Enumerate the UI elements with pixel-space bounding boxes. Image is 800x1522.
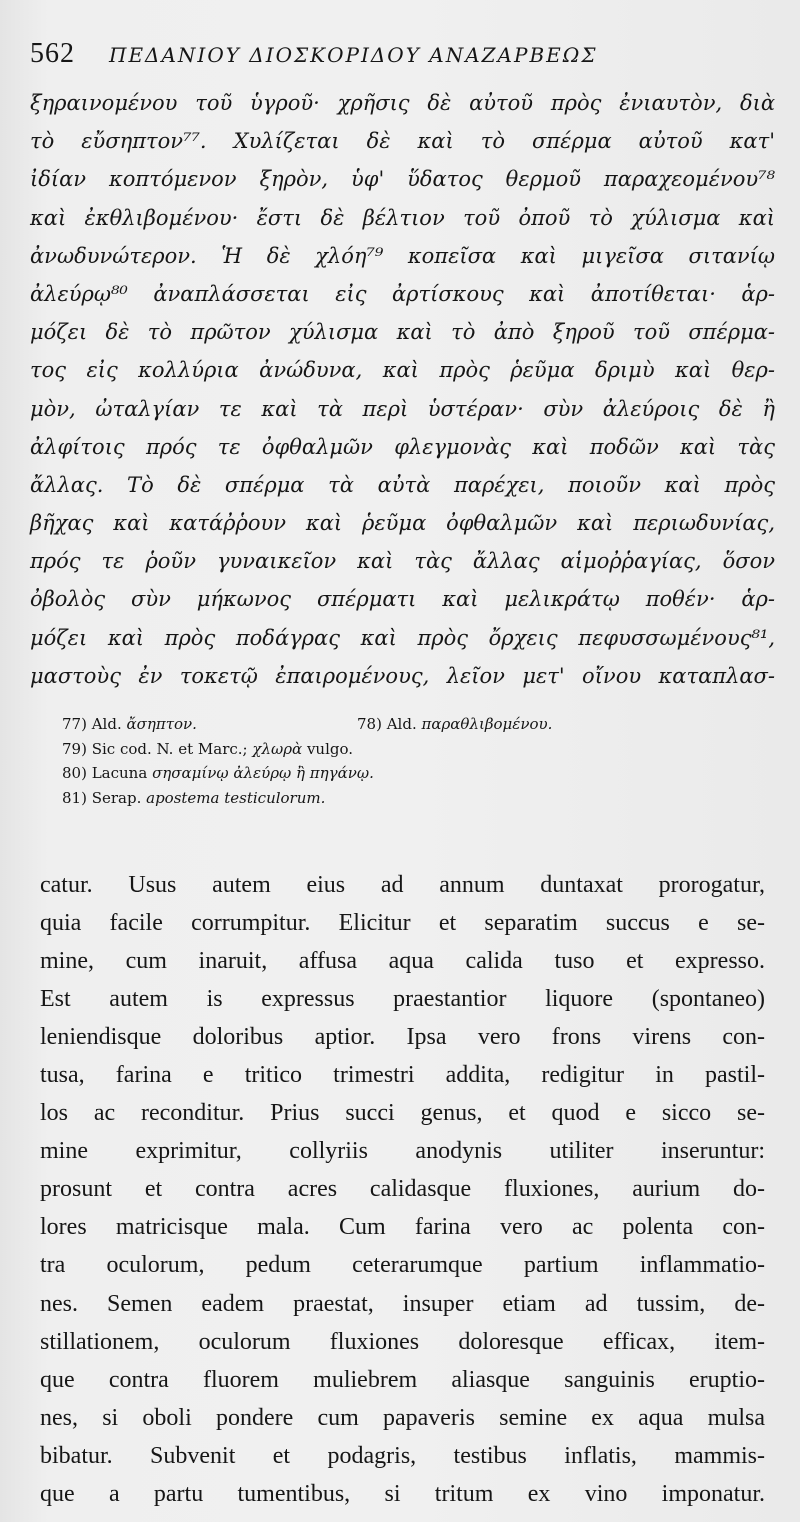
latin-text-block	[40, 866, 765, 1513]
latin-line: tusa, farina e tritico trimestri addita, redigitur in pastil-	[40, 1062, 765, 1089]
footnote-77	[62, 712, 357, 737]
greek-line: πρός τε ῥοῦν γυναικεῖον καὶ τὰς ἄλλας αἱμοῤῥαγίας, ὅσον	[30, 549, 775, 574]
latin-line: nes. Semen eadem praestat, insuper etiam ad tussim, de-	[40, 1290, 765, 1317]
latin-line: Est autem is expressus praestantior liquore (spontaneo)	[40, 986, 765, 1013]
greek-line: μὸν, ὠταλγίαν τε καὶ τὰ περὶ ὑστέραν· σὺν ἀλεύροις δὲ ἢ	[30, 396, 775, 421]
footnote-greek: χλωρὰ	[252, 739, 303, 758]
greek-line: καὶ ἐκθλιβομένου· ἔστι δὲ βέλτιον τοῦ ὀποῦ τὸ χύλισμα καὶ	[30, 205, 775, 230]
latin-line: que a partu tumentibus, si tritum ex vino imponatur.	[40, 1480, 765, 1507]
latin-line: prosunt et contra acres calidasque fluxiones, aurium do-	[40, 1176, 765, 1203]
greek-line: τὸ εὔσηπτον⁷⁷. Χυλίζεται δὲ καὶ τὸ σπέρμα αὐτοῦ κατ'	[30, 129, 775, 154]
footnote-row	[62, 712, 752, 737]
page-header	[30, 38, 770, 78]
latin-line: que contra fluorem muliebrem aliasque sanguinis eruptio-	[40, 1366, 765, 1393]
greek-line: μόζει καὶ πρὸς ποδάγρας καὶ πρὸς ὄρχεις πεφυσσωμένους⁸¹,	[30, 625, 775, 650]
latin-line: mine exprimitur, collyriis anodynis utiliter inseruntur:	[40, 1138, 765, 1165]
latin-line: stillationem, oculorum fluxiones doloresque efficax, item-	[40, 1328, 765, 1355]
footnote-greek: παραθλιβομένου.	[421, 715, 553, 733]
greek-line: ἄλλας. Τὸ δὲ σπέρμα τὰ αὐτὰ παρέχει, ποιοῦν καὶ πρὸς	[30, 472, 775, 497]
latin-line: mine, cum inaruit, affusa aqua calida tuso et expresso.	[40, 948, 765, 975]
greek-line: μαστοὺς ἐν τοκετῷ ἐπαιρομένους, λεῖον μετ' οἴνου καταπλασ-	[30, 663, 775, 688]
footnote-greek: σησαμίνῳ ἀλεύρῳ ἢ πηγάνῳ.	[152, 764, 374, 782]
greek-line: ξηραινομένου τοῦ ὑγροῦ· χρῆσις δὲ αὐτοῦ πρὸς ἐνιαυτὸν, διὰ	[30, 91, 775, 115]
footnote-label: 80) Lacuna	[62, 764, 148, 782]
footnote-latin-italic: apostema testiculorum.	[146, 788, 326, 807]
latin-line: catur. Usus autem eius ad annum duntaxat prorogatur,	[40, 872, 765, 898]
page-number: 562	[30, 38, 75, 69]
latin-line: bibatur. Subvenit et podagris, testibus inflatis, mammis-	[40, 1442, 765, 1469]
footnotes	[62, 712, 752, 810]
footnote-tail: vulgo.	[306, 739, 354, 758]
latin-line: los ac reconditur. Prius succi genus, et quod e sicco se-	[40, 1100, 765, 1127]
footnote-label: 81) Serap.	[62, 788, 142, 807]
footnote-80	[62, 761, 752, 786]
greek-line: ἀνωδυνώτερον. Ἡ δὲ χλόη⁷⁹ κοπεῖσα καὶ μιγεῖσα σιτανίῳ	[30, 243, 775, 268]
footnote-greek: ἄσηπτον.	[126, 715, 197, 733]
greek-text-block	[30, 84, 775, 695]
latin-line: lores matricisque mala. Cum farina vero ac polenta con-	[40, 1214, 765, 1241]
footnote-label: 78) Ald.	[357, 715, 417, 733]
greek-line: βῆχας καὶ κατάῤῥουν καὶ ῥεῦμα ὀφθαλμῶν καὶ περιωδυνίας,	[30, 511, 775, 536]
footnote-81	[62, 786, 752, 811]
greek-line: ἀλεύρῳ⁸⁰ ἀναπλάσσεται εἰς ἀρτίσκους καὶ ἀποτίθεται· ἁρ-	[30, 281, 775, 306]
footnote-label: 79) Sic cod. N. et Marc.;	[62, 739, 248, 758]
running-head: ΠΕΔΑΝΙΟΥ ΔΙΟΣΚΟΡΙΔΟΥ ΑΝΑΖΑΡΒΕΩΣ	[109, 43, 598, 67]
latin-line: tra oculorum, pedum ceterarumque partium inflammatio-	[40, 1252, 765, 1279]
greek-line: τος εἰς κολλύρια ἀνώδυνα, καὶ πρὸς ῥεῦμα δριμὺ καὶ θερ-	[30, 358, 775, 383]
footnote-label: 77) Ald.	[62, 715, 122, 733]
footnote-78	[357, 712, 552, 737]
greek-line: μόζει δὲ τὸ πρῶτον χύλισμα καὶ τὸ ἀπὸ ξηροῦ τοῦ σπέρμα-	[30, 320, 775, 345]
footnote-79	[62, 737, 752, 762]
greek-line: ἀλφίτοις πρός τε ὀφθαλμῶν φλεγμονὰς καὶ ποδῶν καὶ τὰς	[30, 434, 775, 459]
latin-line: leniendisque doloribus aptior. Ipsa vero frons virens con-	[40, 1024, 765, 1051]
latin-line: nes, si oboli pondere cum papaveris semine ex aqua mulsa	[40, 1404, 765, 1431]
greek-line: ἰδίαν κοπτόμενον ξηρὸν, ὑφ' ὕδατος θερμοῦ παραχεομένου⁷⁸	[30, 167, 775, 192]
latin-line: quia facile corrumpitur. Elicitur et separatim succus e se-	[40, 910, 765, 937]
greek-line: ὀβολὸς σὺν μήκωνος σπέρματι καὶ μελικράτῳ ποθέν· ἁρ-	[30, 587, 775, 612]
